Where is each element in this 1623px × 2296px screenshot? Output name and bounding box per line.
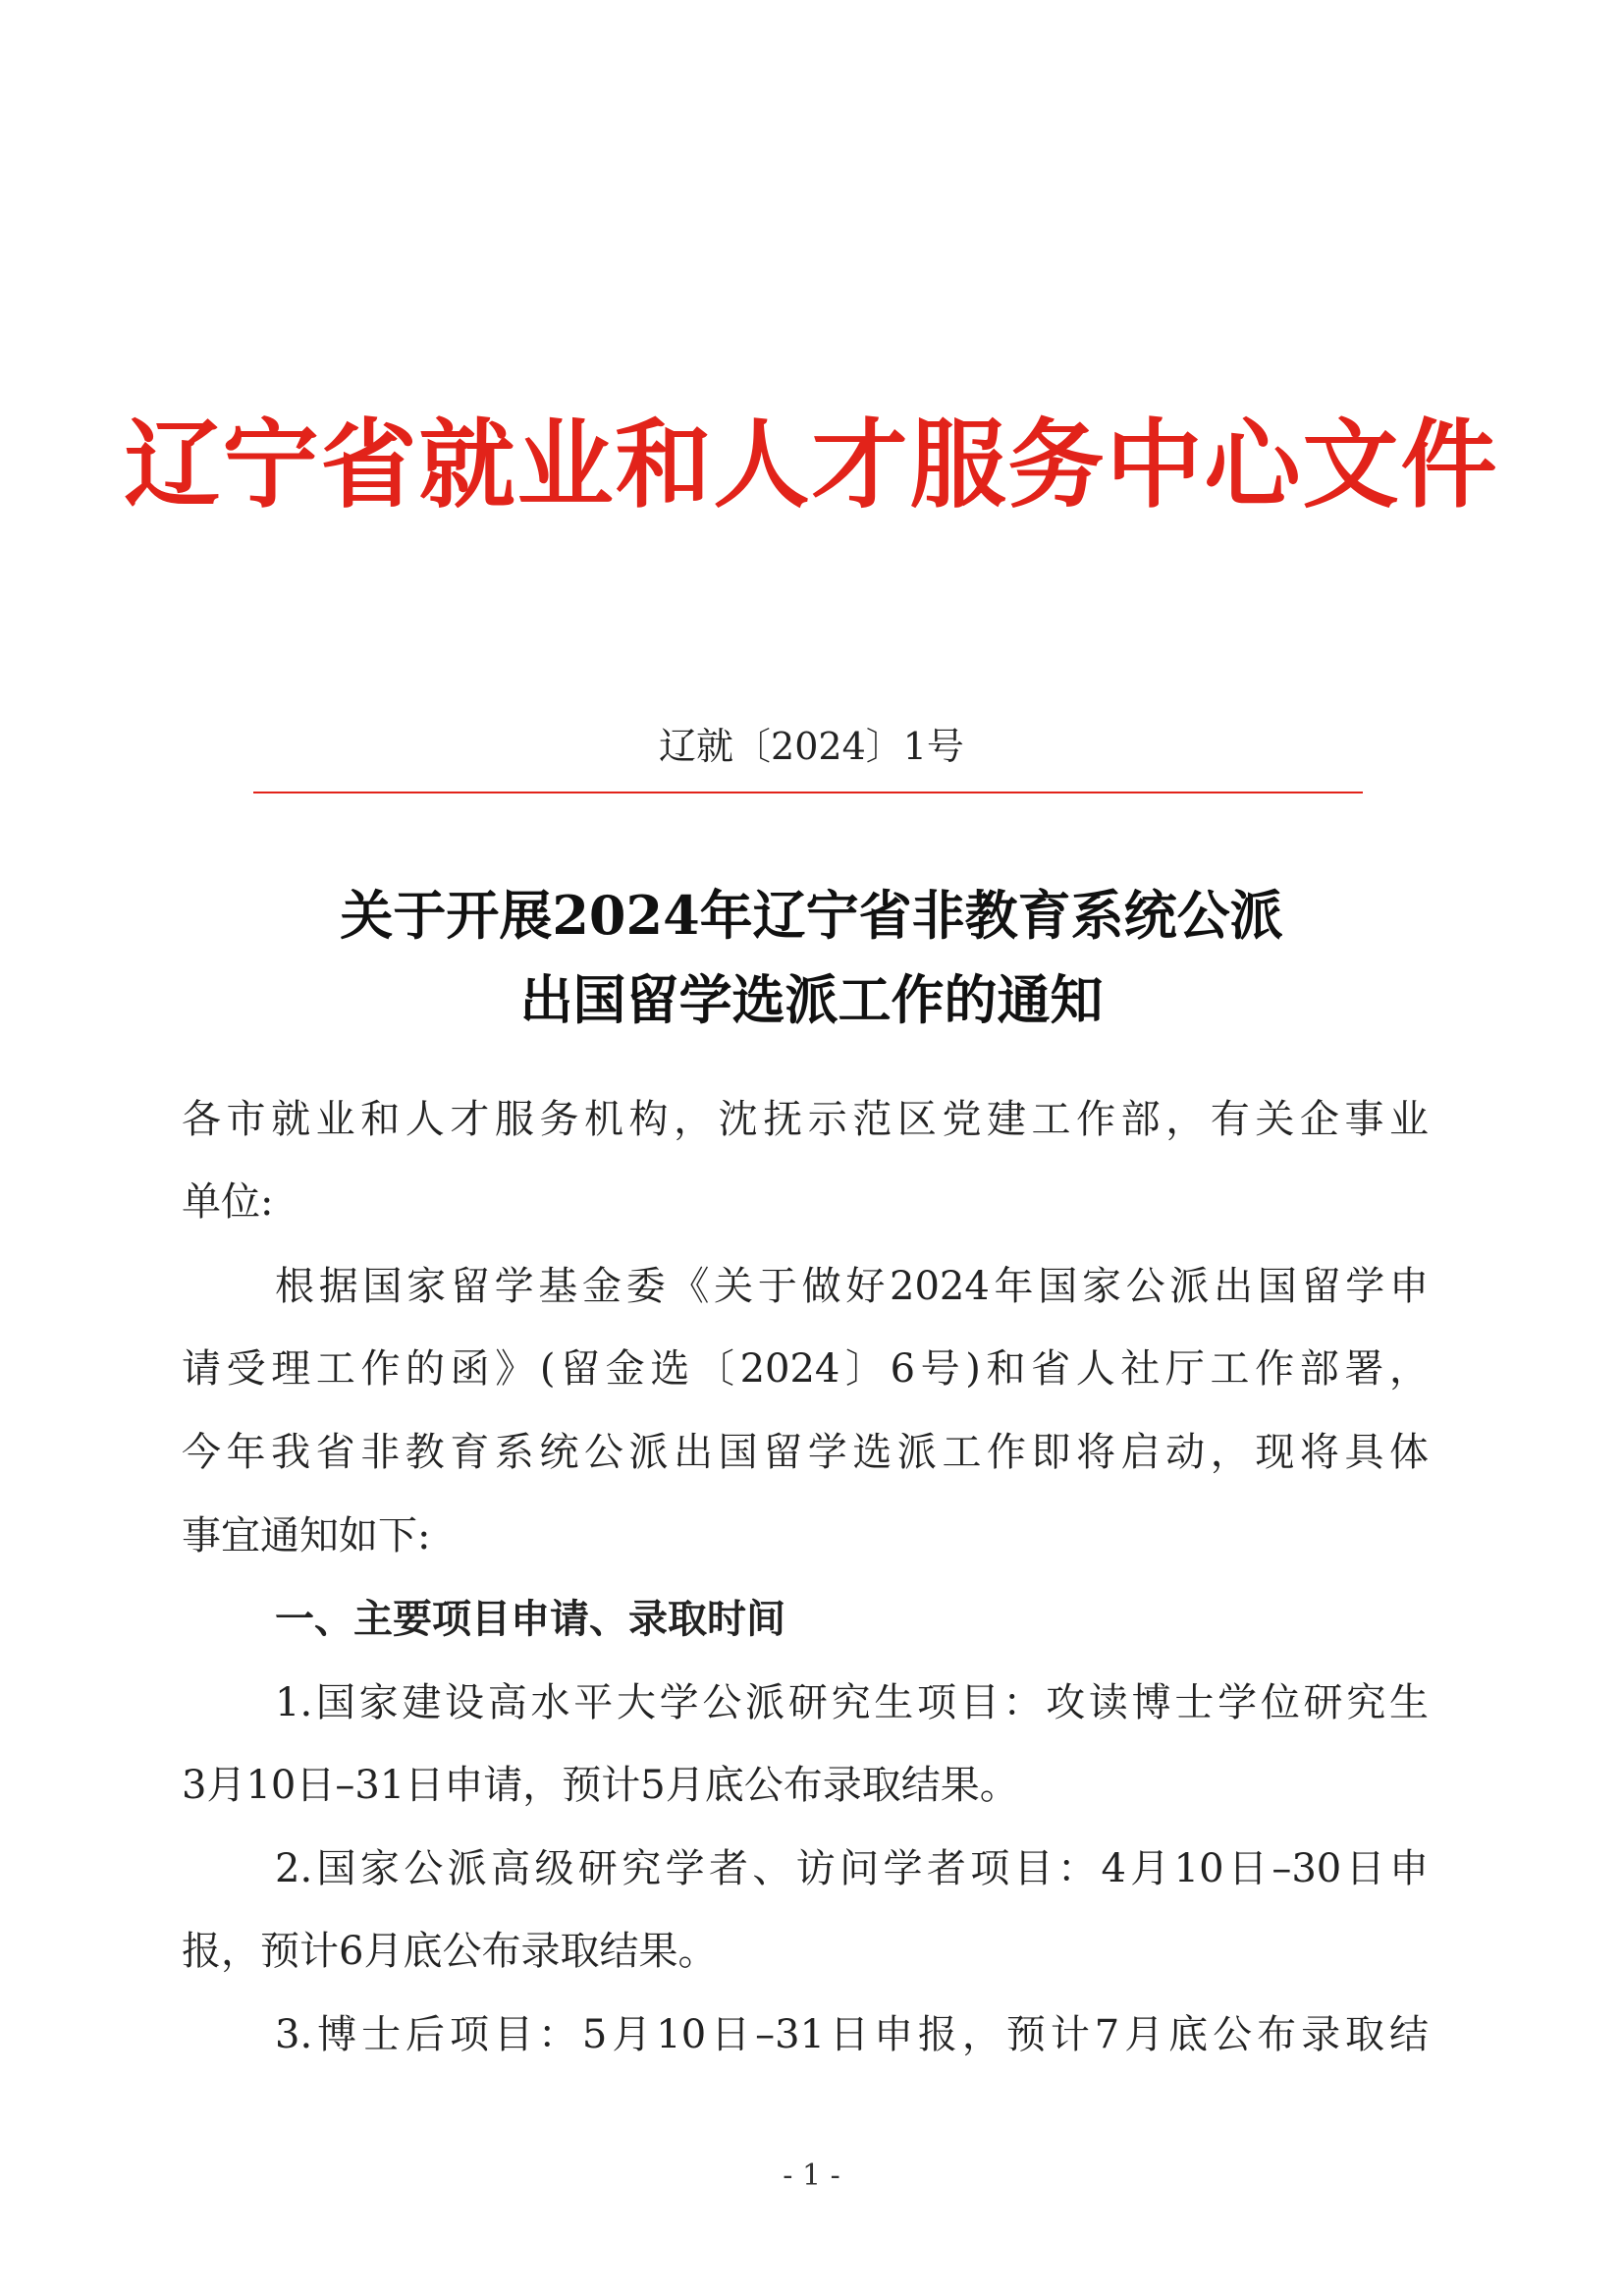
notice-title-line-1: 关于开展2024年辽宁省非教育系统公派: [340, 884, 1283, 947]
section-heading: 一、主要项目申请、录取时间: [275, 1597, 785, 1642]
paragraph-line: 请受理工作的函》(留金选〔2024〕6号)和省人社厅工作部署，: [182, 1346, 1429, 1392]
document-number: 辽就〔2024〕1号: [659, 725, 964, 768]
paragraph-line: 今年我省非教育系统公派出国留学选派工作即将启动，现将具体: [182, 1430, 1429, 1475]
paragraph-line: 根据国家留学基金委《关于做好2024年国家公派出国留学申: [275, 1264, 1429, 1309]
addressee-line-1: 各市就业和人才服务机构，沈抚示范区党建工作部，有关企事业: [182, 1097, 1429, 1142]
item-line: 2.国家公派高级研究学者、访问学者项目：4月10日–30日申: [275, 1846, 1429, 1891]
item-line: 报，预计6月底公布录取结果。: [182, 1929, 718, 1974]
page-number: - 1 -: [783, 2159, 840, 2193]
document-masthead: 辽宁省就业和人才服务中心文件: [124, 409, 1499, 521]
item-line: 1.国家建设高水平大学公派研究生项目：攻读博士学位研究生: [275, 1680, 1429, 1725]
item-line: 3月10日–31日申请，预计5月底公布录取结果。: [182, 1763, 1019, 1808]
red-divider-line: [253, 792, 1363, 793]
notice-title-line-2: 出国留学选派工作的通知: [519, 968, 1104, 1031]
addressee-line-2: 单位:: [182, 1179, 274, 1225]
paragraph-line: 事宜通知如下:: [182, 1513, 431, 1558]
item-line: 3.博士后项目：5月10日–31日申报，预计7月底公布录取结: [275, 2012, 1429, 2057]
